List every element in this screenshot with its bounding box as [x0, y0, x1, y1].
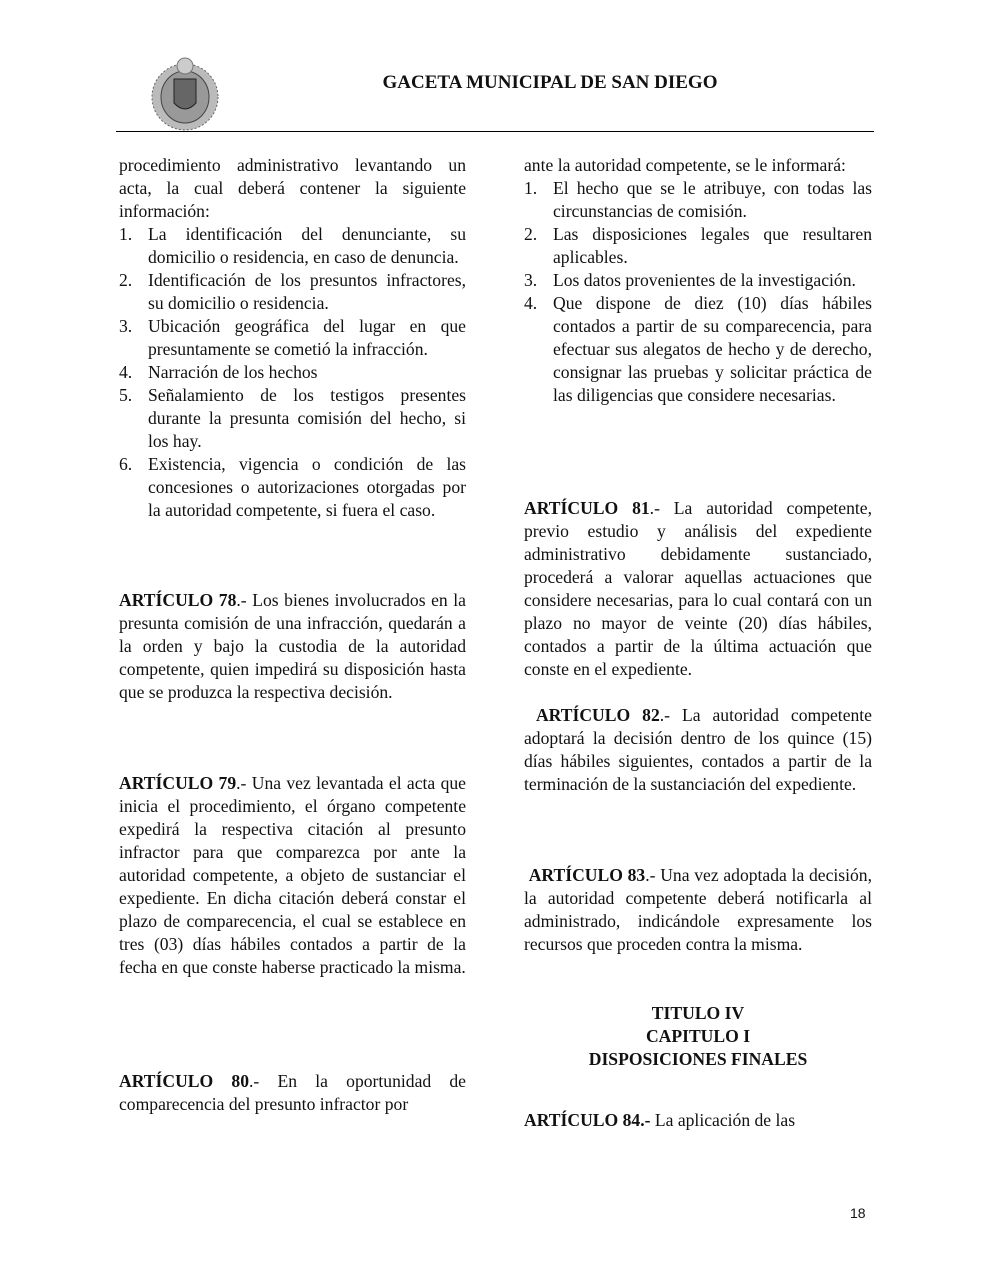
left-intro-and-list — [119, 154, 466, 522]
article-84 — [524, 1109, 872, 1132]
article-label: ARTÍCULO 84.- — [524, 1110, 651, 1130]
article-text: .- Una vez adoptada la decisión, la autoridad competente deberá notificarla al administrado, indicándole expresamente los recursos que proceden contra la misma. — [524, 865, 872, 954]
list-item-text: Ubicación geográfica del lugar en que presuntamente se cometió la infracción. — [148, 316, 466, 359]
article-text: .- En la oportunidad de comparecencia del presunto infractor por — [119, 1071, 466, 1114]
article-label: ARTÍCULO 78 — [119, 590, 237, 610]
list-item-number: 1. — [524, 178, 538, 198]
article-79 — [119, 772, 466, 979]
intro-paragraph: procedimiento administrativo levantando un acta, la cual deberá contener la siguiente información: — [119, 155, 466, 221]
list-item-number: 1. — [119, 224, 133, 244]
article-82 — [524, 704, 872, 796]
article-text: .- Una vez levantada el acta que inicia el procedimiento, el órgano competente expedirá la respectiva citación al presunto infractor para que comparezca por ante la autoridad competente, a objeto de sustanciar el expediente. En dicha citación deberá constar el plazo de comparecencia, el cual se establece en tres (03) días hábiles contados a partir de la fecha en que conste haberse practicado la misma. — [119, 773, 466, 977]
list-item-number: 4. — [524, 293, 538, 313]
article-label: ARTÍCULO 79 — [119, 773, 237, 793]
list-item — [119, 315, 466, 361]
list-item-text: Señalamiento de los testigos presentes durante la presunta comisión del hecho, si los hay. — [148, 385, 466, 451]
list-item — [119, 223, 466, 269]
article-label: ARTÍCULO 82 — [535, 705, 660, 725]
list-item — [524, 177, 872, 223]
list-item-text: Existencia, vigencia o condición de las concesiones o autorizaciones otorgadas por la autoridad competente, si fuera el caso. — [148, 454, 466, 520]
chapter-heading: CAPITULO I — [645, 1026, 751, 1046]
list-item — [524, 292, 872, 407]
list-item-text: Los datos provenientes de la investigación. — [553, 270, 856, 290]
list-item — [524, 269, 872, 292]
article-81 — [524, 497, 872, 681]
list-item — [119, 361, 466, 384]
list-item-number: 2. — [524, 224, 538, 244]
header-divider — [116, 131, 874, 132]
section-heading — [524, 1002, 872, 1071]
list-item-number: 6. — [119, 454, 133, 474]
article-label: ARTÍCULO 83 — [528, 865, 646, 885]
list-item — [119, 453, 466, 522]
article-text: La aplicación de las — [650, 1110, 796, 1130]
title-heading: TITULO IV — [651, 1003, 745, 1023]
list-item — [524, 223, 872, 269]
article-label: ARTÍCULO 81 — [524, 498, 650, 518]
article-78 — [119, 589, 466, 704]
list-item-number: 2. — [119, 270, 133, 290]
right-intro-and-list — [524, 154, 872, 407]
article-text: .- La autoridad competente, previo estudio y análisis del expediente administrativo debidamente sustanciado, procederá a valorar aquellas actuaciones que considere necesarias, para lo cual contará con un plazo no mayor de veinte (20) días hábiles, contados a partir de la última actuación que conste en el expediente. — [524, 498, 873, 679]
article-83 — [524, 864, 872, 956]
list-item-text: Identificación de los presuntos infractores, su domicilio o residencia. — [148, 270, 466, 313]
article-text: .- La autoridad competente adoptará la decisión dentro de los quince (15) días hábiles siguientes, contados a partir de la terminación de la sustanciación del expediente. — [524, 705, 872, 794]
list-item-number: 4. — [119, 362, 133, 382]
list-item-number: 3. — [524, 270, 538, 290]
municipal-coat-of-arms-logo — [148, 57, 222, 131]
list-item — [119, 269, 466, 315]
list-item-text: Que dispone de diez (10) días hábiles contados a partir de su comparecencia, para efectuar sus alegatos de hecho y de derecho, consignar las pruebas y solicitar práctica de las diligencias que considere necesarias. — [553, 293, 872, 405]
article-text: .- Los bienes involucrados en la presunta comisión de una infracción, quedarán a la orden y bajo la custodia de la autoridad competente, quien impedirá su disposición hasta que se produzca la respectiva decisión. — [119, 590, 466, 702]
article-label: ARTÍCULO 80 — [119, 1071, 250, 1091]
list-item-number: 3. — [119, 316, 133, 336]
list-item-text: El hecho que se le atribuye, con todas las circunstancias de comisión. — [553, 178, 872, 221]
gazette-title: GACETA MUNICIPAL DE SAN DIEGO — [382, 72, 718, 93]
page-number: 18 — [850, 1205, 866, 1221]
list-item — [119, 384, 466, 453]
article-80 — [119, 1070, 466, 1116]
list-item-text: Las disposiciones legales que resultaren aplicables. — [553, 224, 872, 267]
list-item-number: 5. — [119, 385, 133, 405]
list-item-text: Narración de los hechos — [148, 362, 318, 382]
list-item-text: La identificación del denunciante, su domicilio o residencia, en caso de denuncia. — [148, 224, 466, 267]
intro-paragraph: ante la autoridad competente, se le informará: — [524, 155, 846, 175]
section-name-heading: DISPOSICIONES FINALES — [588, 1049, 808, 1069]
